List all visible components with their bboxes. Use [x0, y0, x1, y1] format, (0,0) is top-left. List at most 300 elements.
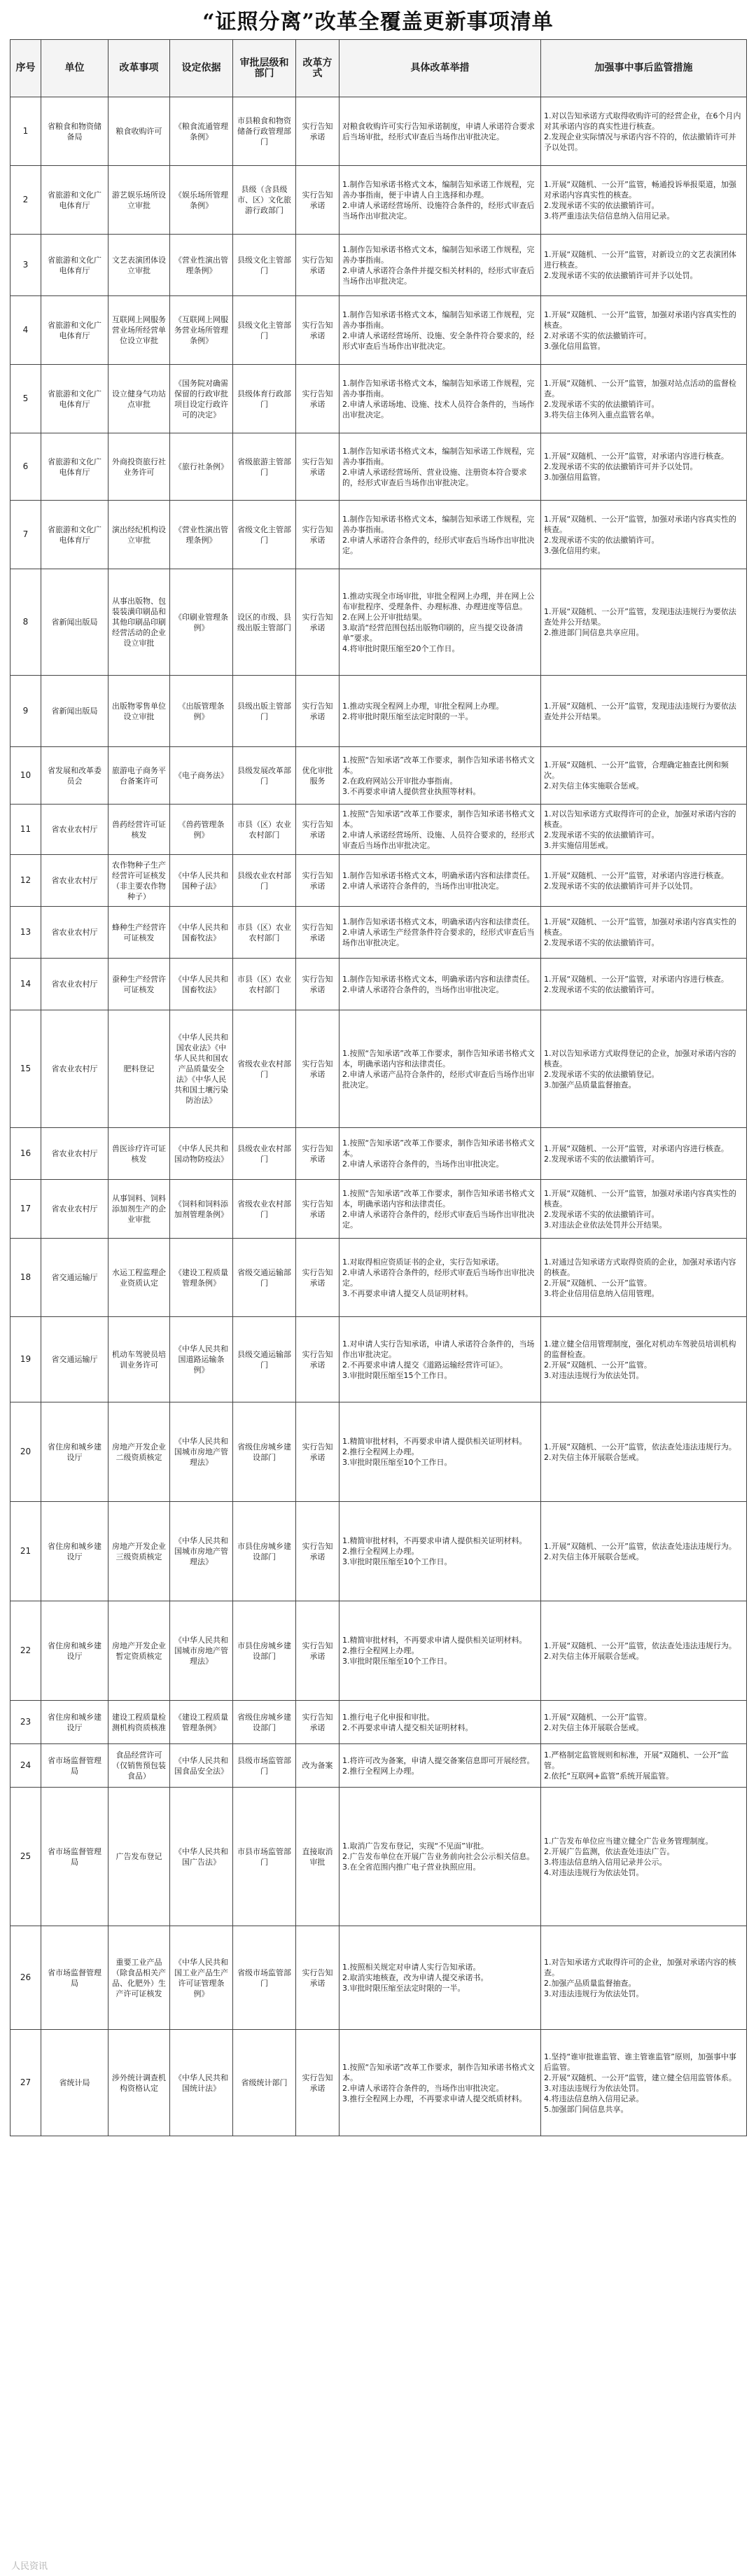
measure-line: 1.取消广告发布登记，实现“不见面”审批。: [342, 1842, 489, 1851]
unit-cell: 省住房和城乡建设厅: [41, 1601, 108, 1701]
supervision-line: 1.对以告知承诺方式取得许可的企业，加强对承诺内容的核查。: [544, 809, 736, 829]
measure-line: 2.申请人承诺符合条件并提交相关材料的，经形式审查后当场作出审批决定。: [342, 265, 535, 286]
supervision-cell: [541, 1744, 747, 1788]
reform-mode-cell: 实行告知承诺: [296, 1180, 340, 1239]
approval-level-cell: 省级住房城乡建设部门: [233, 1701, 296, 1744]
supervision-line: 2.发现承诺不实的依法撤销登记。: [544, 1069, 659, 1079]
table-row: [10, 569, 747, 676]
row-number-cell: 13: [10, 907, 41, 959]
unit-cell: 省住房和城乡建设厅: [41, 1701, 108, 1744]
measure-line: 2.申请人承诺符合条件的，经形式审查后当场作出审批决定。: [342, 535, 535, 555]
reform-items-table: [10, 39, 747, 2136]
unit-cell: 省市场监督管理局: [41, 1926, 108, 2030]
reform-item-cell: 重要工业产品（除食品相关产品、化肥外）生产许可证核发: [108, 1926, 170, 2030]
supervision-line: 2.发现承诺不实的依法撤销许可。: [544, 1154, 659, 1164]
measure-line: 1.按照“告知承诺”改革工作要求，制作告知承诺书格式文本。: [342, 809, 535, 829]
supervision-line: 1.坚持“谁审批谁监管、谁主管谁监管”原则，加强事中事后监管。: [544, 2052, 736, 2072]
reform-mode-cell: 实行告知承诺: [296, 433, 340, 501]
measure-line: 1.制作告知承诺书格式文本，编制告知承诺工作规程，完善办事指南。: [342, 514, 535, 534]
supervision-cell: [541, 501, 747, 569]
measure-line: 2.推行全程网上办理。: [342, 1547, 419, 1556]
measures-cell: [340, 501, 541, 569]
supervision-line: 1.开展“双随机、一公开”监管，发现违法违规行为要依法查处并公开结果。: [544, 607, 736, 627]
row-number-cell: 12: [10, 855, 41, 907]
measure-line: 3.取消“经营范围包括出版物印刷的，应当提交设备清单”要求。: [342, 622, 524, 643]
reform-mode-cell: 实行告知承诺: [296, 907, 340, 959]
reform-item-cell: 食品经营许可（仅销售预包装食品）: [108, 1744, 170, 1788]
measures-cell: [340, 1180, 541, 1239]
reform-item-cell: 文艺表演团体设立审批: [108, 235, 170, 296]
supervision-line: 3.加强信用监管。: [544, 473, 606, 482]
supervision-cell: [541, 907, 747, 959]
supervision-line: 2.加强产品质量监督抽查。: [544, 1978, 636, 1988]
reform-item-cell: 机动车驾驶员培训业务许可: [108, 1317, 170, 1402]
reform-mode-cell: 实行告知承诺: [296, 569, 340, 676]
measure-line: 3.不再要求申请人提供营业执照等材料。: [342, 786, 481, 796]
supervision-line: 2.发现承诺不实的依法撤销许可并予以处罚。: [544, 462, 698, 471]
supervision-line: 2.对失信主体开展联合惩戒。: [544, 1452, 644, 1462]
basis-cell: 《建设工程质量管理条例》: [170, 1239, 233, 1317]
table-row: [10, 855, 747, 907]
supervision-line: 2.发现承诺不实的依法撤销许可。: [544, 399, 659, 409]
table-row: [10, 296, 747, 365]
supervision-line: 2.发现承诺不实的依法撤销许可。: [544, 535, 659, 545]
reform-item-cell: 粮食收购许可: [108, 97, 170, 166]
supervision-line: 1.开展“双随机、一公开”监管，加强对站点活动的监督检查。: [544, 378, 736, 398]
reform-item-cell: 兽药经营许可证核发: [108, 805, 170, 855]
measure-line: 2.推行全程网上办理。: [342, 1646, 419, 1655]
basis-cell: 《娱乐场所管理条例》: [170, 166, 233, 235]
table-row: [10, 1180, 747, 1239]
measure-line: 2.申请人承诺符合条件的，经形式审查后当场作出审批决定。: [342, 1209, 535, 1230]
header-cell-no: 序号: [10, 40, 41, 97]
basis-cell: 《出版管理条例》: [170, 676, 233, 747]
basis-cell: 《中华人民共和国食品安全法》: [170, 1744, 233, 1788]
supervision-line: 1.开展“双随机、一公开”监管，对承诺内容进行核查。: [544, 870, 729, 880]
supervision-line: 3.强化信用约束。: [544, 545, 606, 555]
approval-level-cell: 省级市场监管部门: [233, 1926, 296, 2030]
approval-level-cell: 县级农业农村部门: [233, 1128, 296, 1180]
row-number-cell: 9: [10, 676, 41, 747]
supervision-line: 2.开展“双随机、一公开”监管。: [544, 1278, 652, 1288]
header-cell-mode: 改革方式: [296, 40, 340, 97]
measure-line: 3.审批时限压缩至10个工作日。: [342, 1458, 452, 1467]
supervision-cell: [541, 2030, 747, 2136]
basis-cell: 《中华人民共和国畜牧法》: [170, 959, 233, 1010]
table-row: [10, 1788, 747, 1926]
table-row: [10, 97, 747, 166]
row-number-cell: 5: [10, 365, 41, 433]
basis-cell: 《中华人民共和国城市房地产管理法》: [170, 1502, 233, 1601]
supervision-cell: [541, 1239, 747, 1317]
row-number-cell: 27: [10, 2030, 41, 2136]
approval-level-cell: 市县粮食和物资储备行政管理部门: [233, 97, 296, 166]
measure-line: 1.推动实现全程网上办理，审批全程网上办理。: [342, 701, 504, 711]
measures-cell: [340, 97, 541, 166]
measures-cell: [340, 1402, 541, 1502]
supervision-cell: [541, 365, 747, 433]
unit-cell: 省旅游和文化广电体育厅: [41, 365, 108, 433]
reform-item-cell: 兽医诊疗许可证核发: [108, 1128, 170, 1180]
supervision-cell: [541, 235, 747, 296]
supervision-line: 2.发现承诺不实的依法撤销许可。: [544, 984, 659, 994]
measures-cell: [340, 296, 541, 365]
basis-cell: 《兽药管理条例》: [170, 805, 233, 855]
unit-cell: 省旅游和文化广电体育厅: [41, 166, 108, 235]
reform-mode-cell: 实行告知承诺: [296, 2030, 340, 2136]
reform-mode-cell: 实行告知承诺: [296, 235, 340, 296]
measure-line: 1.制作告知承诺书格式文本，编制告知承诺工作规程，完善办事指南。: [342, 446, 535, 466]
header-cell-supervision: 加强事中事后监管措施: [541, 40, 747, 97]
supervision-cell: [541, 747, 747, 805]
row-number-cell: 11: [10, 805, 41, 855]
measure-line: 1.精简审批材料，不再要求申请人提供相关证明材料。: [342, 1536, 527, 1545]
measure-line: 2.申请人承诺场地、设施、技术人员符合条件的，当场作出审批决定。: [342, 399, 535, 419]
basis-cell: 《中华人民共和国工业产品生产许可证管理条例》: [170, 1926, 233, 2030]
basis-cell: 《中华人民共和国道路运输条例》: [170, 1317, 233, 1402]
basis-cell: 《中华人民共和国种子法》: [170, 855, 233, 907]
basis-cell: 《电子商务法》: [170, 747, 233, 805]
row-number-cell: 4: [10, 296, 41, 365]
measure-line: 3.不再要求申请人提交人员证明材料。: [342, 1288, 473, 1298]
measure-line: 1.推动实现全市场审批，审批全程网上办理，并在网上公布审批程序、受理条件、办理标准、办理进度等信息。: [342, 591, 535, 611]
unit-cell: 省粮食和物资储备局: [41, 97, 108, 166]
supervision-line: 3.对违法违规行为依法处罚。: [544, 2083, 644, 2093]
unit-cell: 省农业农村厅: [41, 907, 108, 959]
reform-item-cell: 游艺娱乐场所设立审批: [108, 166, 170, 235]
measure-line: 2.广告发布单位在开展广告业务前向社会公示相关信息。: [342, 1852, 535, 1861]
supervision-cell: [541, 959, 747, 1010]
unit-cell: 省住房和城乡建设厅: [41, 1402, 108, 1502]
reform-item-cell: 旅游电子商务平台备案许可: [108, 747, 170, 805]
measure-line: 1.按照相关规定对申请人实行告知承诺。: [342, 1963, 481, 1972]
supervision-line: 2.开展“双随机、一公开”监管。: [544, 1360, 652, 1370]
reform-mode-cell: 实行告知承诺: [296, 1010, 340, 1128]
reform-item-cell: 房地产开发企业三级资质核定: [108, 1502, 170, 1601]
measures-cell: [340, 1010, 541, 1128]
supervision-line: 1.开展“双随机、一公开”监管。: [544, 1712, 652, 1722]
supervision-line: 1.开展“双随机、一公开”监管，依法查处违法违规行为。: [544, 1641, 736, 1650]
approval-level-cell: 省级统计部门: [233, 2030, 296, 2136]
measure-line: 3.审批时限压缩至10个工作日。: [342, 1657, 452, 1666]
measures-cell: [340, 569, 541, 676]
measure-line: 3.推行全程网上办理，不再要求申请人提交纸质材料。: [342, 2094, 527, 2103]
supervision-line: 1.开展“双随机、一公开”监管，加强对承诺内容真实性的核查。: [544, 917, 736, 937]
header-cell-unit: 单位: [41, 40, 108, 97]
table-row: [10, 1239, 747, 1317]
row-number-cell: 14: [10, 959, 41, 1010]
measures-cell: [340, 2030, 541, 2136]
row-number-cell: 1: [10, 97, 41, 166]
reform-item-cell: 互联网上网服务营业场所经营单位设立审批: [108, 296, 170, 365]
approval-level-cell: 市县（区）农业农村部门: [233, 907, 296, 959]
supervision-line: 2.发现承诺不实的依法撤销许可并予以处罚。: [544, 271, 698, 280]
measure-line: 2.申请人承诺经营场所、营业设施、注册资本符合要求的，经形式审查后当场作出审批决定。: [342, 467, 527, 487]
supervision-line: 2.开展“双随机、一公开”监管，建立健全信用监管体系。: [544, 2073, 736, 2082]
basis-cell: 《互联网上网服务营业场所管理条例》: [170, 296, 233, 365]
measure-line: 2.将审批时限压缩至法定时限的一半。: [342, 711, 473, 721]
reform-item-cell: 肥料登记: [108, 1010, 170, 1128]
supervision-line: 2.发现承诺不实的依法撤销许可。: [544, 1209, 659, 1219]
basis-cell: 《中华人民共和国动物防疫法》: [170, 1128, 233, 1180]
header-cell-item: 改革事项: [108, 40, 170, 97]
supervision-line: 1.开展“双随机、一公开”监管，加强对承诺内容真实性的核查。: [544, 514, 736, 534]
reform-mode-cell: 实行告知承诺: [296, 97, 340, 166]
measure-line: 1.制作告知承诺书格式文本，编制告知承诺工作规程，完善办事指南。: [342, 309, 535, 330]
reform-item-cell: 从事出版物、包装装潢印刷品和其他印刷品印刷经营活动的企业设立审批: [108, 569, 170, 676]
measure-line: 1.制作告知承诺书格式文本，明确承诺内容和法律责任。: [342, 917, 535, 926]
measures-cell: [340, 1502, 541, 1601]
measure-line: 1.对申请人实行告知承诺，申请人承诺符合条件的，当场作出审批决定。: [342, 1339, 535, 1359]
reform-item-cell: 设立健身气功站点审批: [108, 365, 170, 433]
supervision-line: 1.开展“双随机、一公开”监管，对承诺内容进行核查。: [544, 974, 729, 984]
basis-cell: 《中华人民共和国统计法》: [170, 2030, 233, 2136]
supervision-line: 1.广告发布单位应当建立健全广告业务管理制度。: [544, 1836, 713, 1846]
measure-line: 1.制作告知承诺书格式文本，明确承诺内容和法律责任。: [342, 870, 535, 880]
reform-mode-cell: 实行告知承诺: [296, 1701, 340, 1744]
supervision-line: 1.严格制定监管规则和标准，开展“双随机、一公开”监管。: [544, 1750, 729, 1770]
unit-cell: 省发展和改革委员会: [41, 747, 108, 805]
unit-cell: 省旅游和文化广电体育厅: [41, 296, 108, 365]
measure-line: 2.申请人承诺符合条件的，当场作出审批决定。: [342, 1160, 504, 1169]
supervision-cell: [541, 1701, 747, 1744]
measure-line: 对粮食收购许可实行告知承诺制度，申请人承诺符合要求后当场审批，经形式审查后当场作出审批决定。: [342, 121, 535, 141]
supervision-line: 2.发现承诺不实的依法撤销许可。: [544, 830, 659, 840]
measure-line: 3.在全省范围内推广电子营业执照应用。: [342, 1863, 481, 1872]
supervision-cell: [541, 1402, 747, 1502]
supervision-cell: [541, 855, 747, 907]
supervision-line: 3.加强产品质量监督抽查。: [544, 1080, 636, 1089]
unit-cell: 省交通运输厅: [41, 1317, 108, 1402]
unit-cell: 省旅游和文化广电体育厅: [41, 501, 108, 569]
measure-line: 2.推行全程网上办理。: [342, 1766, 419, 1776]
approval-level-cell: 设区的市级、县级出版主管部门: [233, 569, 296, 676]
measure-line: 1.按照“告知承诺”改革工作要求，制作告知承诺书格式文本。: [342, 755, 535, 775]
supervision-cell: [541, 166, 747, 235]
supervision-line: 1.开展“双随机、一公开”监管，依法查处违法违规行为。: [544, 1442, 736, 1451]
measures-cell: [340, 959, 541, 1010]
supervision-line: 1.开展“双随机、一公开”监管，对新设立的文艺表演团体进行核查。: [544, 250, 736, 270]
measure-line: 4.将审批时限压缩至20个工作日。: [342, 643, 460, 653]
supervision-line: 3.将企业信用信息纳入信用管理。: [544, 1288, 659, 1298]
supervision-line: 1.开展“双随机、一公开”监管，加强对承诺内容真实性的核查。: [544, 1188, 736, 1209]
measures-cell: [340, 1601, 541, 1701]
table-row: [10, 235, 747, 296]
reform-item-cell: 演出经纪机构设立审批: [108, 501, 170, 569]
reform-mode-cell: 实行告知承诺: [296, 166, 340, 235]
approval-level-cell: 省级住房城乡建设部门: [233, 1402, 296, 1502]
measure-line: 1.将许可改为备案，申请人提交备案信息即可开展经营。: [342, 1755, 535, 1765]
unit-cell: 省住房和城乡建设厅: [41, 1502, 108, 1601]
approval-level-cell: 县级发展改革部门: [233, 747, 296, 805]
watermark: 人民资讯: [11, 2561, 48, 2572]
supervision-line: 3.并实施信用惩戒。: [544, 840, 613, 850]
supervision-line: 3.将严重违法失信信息纳入信用记录。: [544, 211, 675, 221]
row-number-cell: 3: [10, 235, 41, 296]
reform-item-cell: 出版物零售单位设立审批: [108, 676, 170, 747]
header-cell-basis: 设定依据: [170, 40, 233, 97]
measure-line: 1.对取得相应资质证书的企业，实行告知承诺。: [342, 1257, 504, 1267]
table-row: [10, 676, 747, 747]
measure-line: 1.按照“告知承诺”改革工作要求，制作告知承诺书格式文本，明确承诺内容和法律责任。: [342, 1188, 535, 1209]
basis-cell: 《印刷业管理条例》: [170, 569, 233, 676]
unit-cell: 省市场监督管理局: [41, 1744, 108, 1788]
supervision-line: 1.对以告知承诺方式取得登记的企业，加强对承诺内容的核查。: [544, 1048, 736, 1068]
measures-cell: [340, 1744, 541, 1788]
approval-level-cell: 县级文化主管部门: [233, 235, 296, 296]
measure-line: 1.精简审批材料，不再要求申请人提供相关证明材料。: [342, 1437, 527, 1446]
reform-item-cell: 外商投资旅行社业务许可: [108, 433, 170, 501]
supervision-line: 1.开展“双随机、一公开”监管，对承诺内容进行核查。: [544, 452, 729, 461]
supervision-line: 2.对失信主体开展联合惩戒。: [544, 1651, 644, 1661]
approval-level-cell: 省级交通运输部门: [233, 1239, 296, 1317]
measure-line: 2.申请人承诺经营场所、设施、安全条件符合要求的，经形式审查后当场作出审批决定。: [342, 330, 535, 351]
table-row: [10, 166, 747, 235]
measure-line: 1.制作告知承诺书格式文本，编制告知承诺工作规程，完善办事指南。: [342, 378, 535, 398]
measures-cell: [340, 855, 541, 907]
row-number-cell: 25: [10, 1788, 41, 1926]
row-number-cell: 23: [10, 1701, 41, 1744]
supervision-line: 1.开展“双随机、一公开”监管，合理确定抽查比例和频次。: [544, 760, 729, 780]
basis-cell: 《建设工程质量管理条例》: [170, 1701, 233, 1744]
row-number-cell: 2: [10, 166, 41, 235]
measure-line: 1.推行电子化申报和审批。: [342, 1712, 435, 1722]
basis-cell: 《中华人民共和国广告法》: [170, 1788, 233, 1926]
unit-cell: 省旅游和文化广电体育厅: [41, 433, 108, 501]
unit-cell: 省农业农村厅: [41, 1128, 108, 1180]
measure-line: 2.申请人承诺符合条件的，经形式审查后当场作出审批决定。: [342, 1267, 535, 1288]
page-title: “证照分离”改革全覆盖更新事项清单: [202, 10, 554, 34]
supervision-line: 2.发现企业实际情况与承诺内容不符的，依法撤销许可并予以处罚。: [544, 132, 736, 152]
supervision-line: 1.对以告知承诺方式取得收购许可的经营企业，在6个月内对其承诺内容的真实性进行核查。: [544, 111, 741, 131]
reform-mode-cell: 实行告知承诺: [296, 676, 340, 747]
table-header-row: [10, 40, 747, 97]
supervision-line: 2.对失信主体开展联合惩戒。: [544, 1552, 644, 1561]
table-row: [10, 433, 747, 501]
measures-cell: [340, 235, 541, 296]
supervision-line: 1.开展“双随机、一公开”监管，对承诺内容进行核查。: [544, 1143, 729, 1153]
supervision-line: 3.对违法企业依法处罚并公开结果。: [544, 1220, 667, 1230]
reform-mode-cell: 改为备案: [296, 1744, 340, 1788]
supervision-line: 3.将失信主体列入重点监管名单。: [544, 410, 659, 419]
measures-cell: [340, 907, 541, 959]
approval-level-cell: 县级交通运输部门: [233, 1317, 296, 1402]
reform-mode-cell: 实行告知承诺: [296, 365, 340, 433]
reform-item-cell: 水运工程监理企业资质认定: [108, 1239, 170, 1317]
reform-mode-cell: 实行告知承诺: [296, 1502, 340, 1601]
reform-mode-cell: 实行告知承诺: [296, 959, 340, 1010]
approval-level-cell: 市县住房城乡建设部门: [233, 1601, 296, 1701]
reform-mode-cell: 实行告知承诺: [296, 1239, 340, 1317]
header-cell-measures: 具体改革举措: [340, 40, 541, 97]
supervision-line: 2.对失信主体开展联合惩戒。: [544, 1722, 644, 1732]
row-number-cell: 7: [10, 501, 41, 569]
basis-cell: 《饲料和饲料添加剂管理条例》: [170, 1180, 233, 1239]
reform-item-cell: 涉外统计调查机构资格认定: [108, 2030, 170, 2136]
basis-cell: 《旅行社条例》: [170, 433, 233, 501]
supervision-line: 4.将违法信息纳入信用记录。: [544, 2094, 644, 2103]
measure-line: 2.申请人承诺经营场所、设施符合条件的，经形式审查后当场作出审批决定。: [342, 200, 535, 221]
row-number-cell: 21: [10, 1502, 41, 1601]
approval-level-cell: 县级农业农村部门: [233, 855, 296, 907]
unit-cell: 省市场监督管理局: [41, 1788, 108, 1926]
unit-cell: 省农业农村厅: [41, 959, 108, 1010]
measures-cell: [340, 1926, 541, 2030]
supervision-line: 5.加强部门间信息共享。: [544, 2104, 629, 2114]
supervision-line: 1.对通过告知承诺方式取得资质的企业，加强对承诺内容的核查。: [544, 1257, 736, 1277]
basis-cell: 《中华人民共和国城市房地产管理法》: [170, 1402, 233, 1502]
reform-mode-cell: 实行告知承诺: [296, 1402, 340, 1502]
supervision-cell: [541, 569, 747, 676]
supervision-line: 1.开展“双随机、一公开”监管，发现违法违规行为要依法查处并公开结果。: [544, 701, 736, 721]
table-row: [10, 365, 747, 433]
measure-line: 2.推行全程网上办理。: [342, 1447, 419, 1456]
reform-mode-cell: 实行告知承诺: [296, 296, 340, 365]
approval-level-cell: 市县住房城乡建设部门: [233, 1502, 296, 1601]
measures-cell: [340, 1128, 541, 1180]
approval-level-cell: 县级市场监管部门: [233, 1744, 296, 1788]
supervision-cell: [541, 1010, 747, 1128]
basis-cell: 《营业性演出管理条例》: [170, 501, 233, 569]
measure-line: 2.申请人承诺符合条件的，当场作出审批决定。: [342, 881, 504, 891]
basis-cell: 《中华人民共和国城市房地产管理法》: [170, 1601, 233, 1701]
measures-cell: [340, 1317, 541, 1402]
reform-item-cell: 广告发布登记: [108, 1788, 170, 1926]
measures-cell: [340, 365, 541, 433]
table-body: [10, 97, 747, 2136]
approval-level-cell: 县级文化主管部门: [233, 296, 296, 365]
row-number-cell: 19: [10, 1317, 41, 1402]
row-number-cell: 10: [10, 747, 41, 805]
supervision-line: 4.对违法违规行为依法处罚。: [544, 1867, 644, 1877]
supervision-line: 2.发现承诺不实的依法撤销许可。: [544, 200, 659, 210]
table-row: [10, 747, 747, 805]
row-number-cell: 20: [10, 1402, 41, 1502]
measure-line: 2.不再要求申请人提交《道路运输经营许可证》。: [342, 1360, 507, 1370]
supervision-line: 2.推进部门间信息共享应用。: [544, 628, 644, 637]
table-row: [10, 1317, 747, 1402]
table-row: [10, 1402, 747, 1502]
supervision-cell: [541, 1926, 747, 2030]
reform-item-cell: 蚕种生产经营许可证核发: [108, 959, 170, 1010]
measure-line: 1.精简审批材料，不再要求申请人提供相关证明材料。: [342, 1636, 527, 1645]
table-row: [10, 2030, 747, 2136]
supervision-cell: [541, 1317, 747, 1402]
row-number-cell: 16: [10, 1128, 41, 1180]
unit-cell: 省统计局: [41, 2030, 108, 2136]
measure-line: 3.审批时限压缩至15个工作日。: [342, 1370, 452, 1380]
supervision-line: 2.开展广告监测，依法查处违法广告。: [544, 1846, 675, 1856]
supervision-line: 1.开展“双随机、一公开”监管，加强对承诺内容真实性的核查。: [544, 309, 736, 330]
measure-line: 2.申请人承诺符合条件的，当场作出审批决定。: [342, 984, 504, 994]
measures-cell: [340, 1701, 541, 1744]
unit-cell: 省农业农村厅: [41, 1010, 108, 1128]
unit-cell: 省新闻出版局: [41, 676, 108, 747]
supervision-line: 3.将违法信息纳入信用记录并公示。: [544, 1857, 667, 1867]
measure-line: 2.申请人承诺产品符合条件的，经形式审查后当场作出审批决定。: [342, 1069, 535, 1089]
table-row: [10, 959, 747, 1010]
approval-level-cell: 市县市场监管部门: [233, 1788, 296, 1926]
measure-line: 3.审批时限压缩至10个工作日。: [342, 1557, 452, 1566]
supervision-cell: [541, 1128, 747, 1180]
reform-mode-cell: 实行告知承诺: [296, 855, 340, 907]
supervision-cell: [541, 296, 747, 365]
row-number-cell: 8: [10, 569, 41, 676]
approval-level-cell: 市县（区）农业农村部门: [233, 805, 296, 855]
supervision-line: 2.对失信主体实施联合惩戒。: [544, 781, 644, 791]
measures-cell: [340, 1788, 541, 1926]
reform-mode-cell: 实行告知承诺: [296, 1926, 340, 2030]
